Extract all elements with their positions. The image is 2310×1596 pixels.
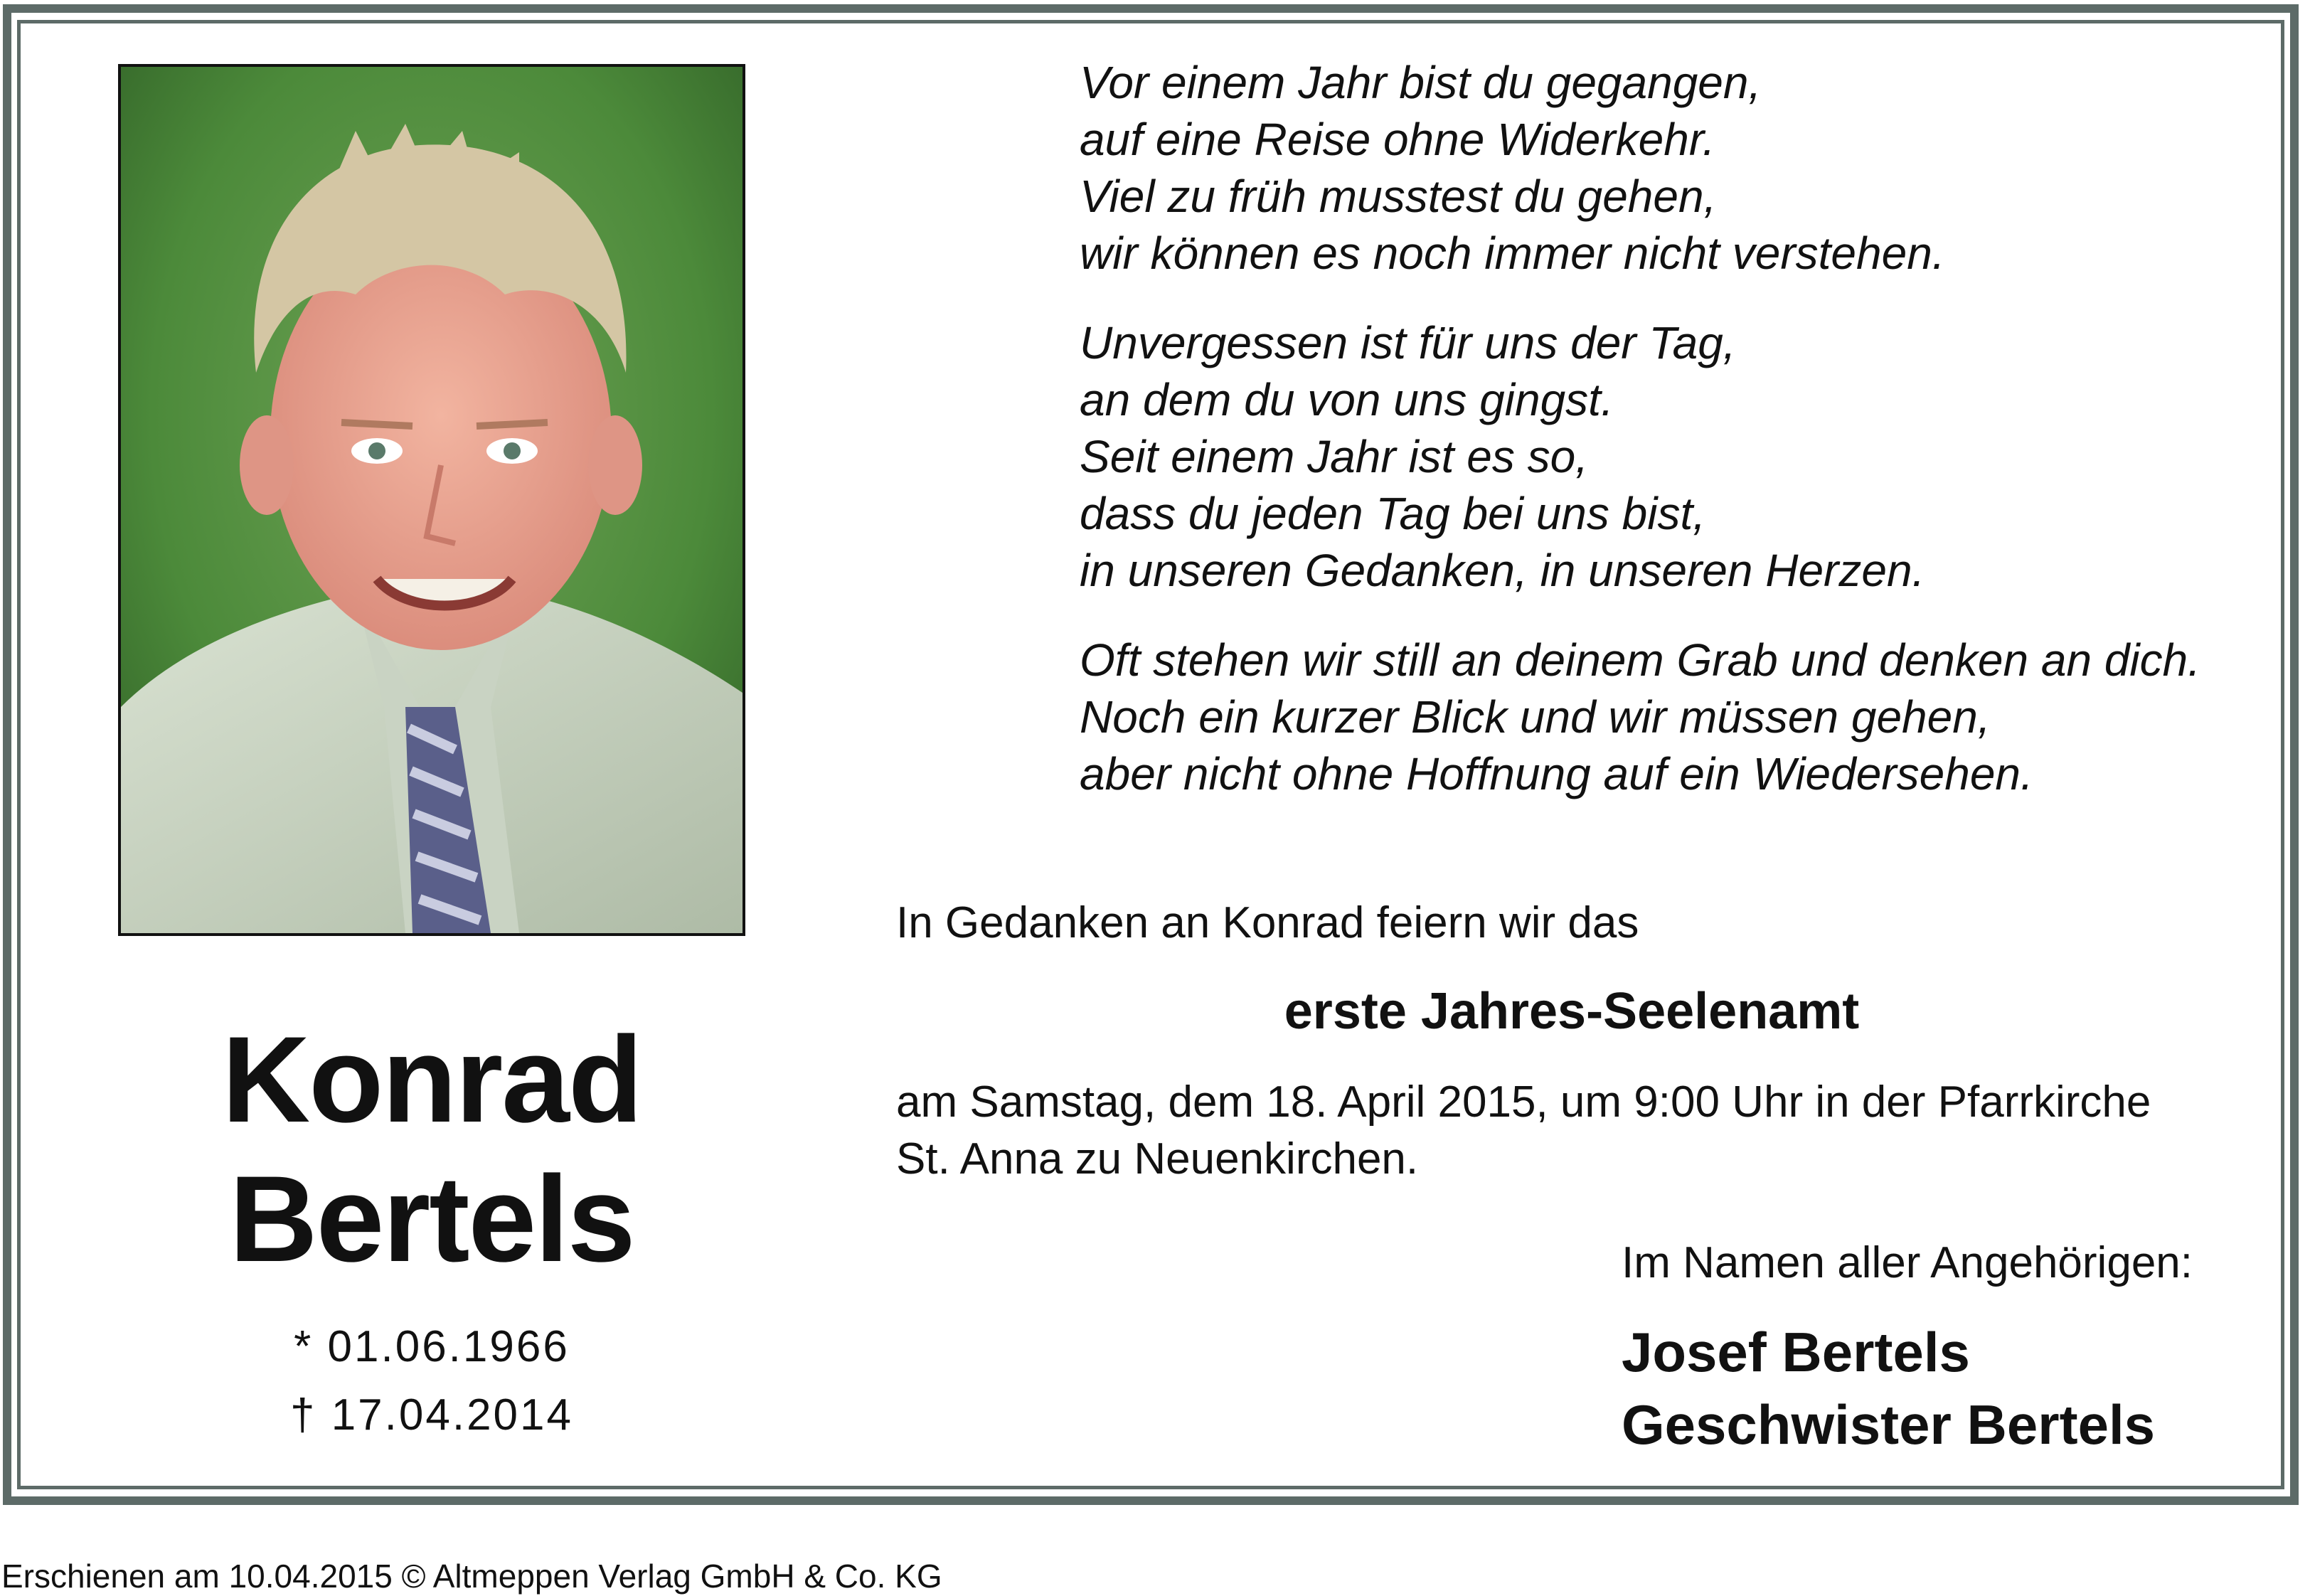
poem-stanza [1080,314,2274,599]
poem-line: wir können es noch immer nicht verstehen. [1080,228,1945,279]
poem-line: Vor einem Jahr bist du gegangen, [1080,57,1762,108]
poem-line: Oft stehen wir still an deinem Grab und denken an dich. [1080,634,2200,686]
service-detail-line: St. Anna zu Neuenkirchen. [896,1134,1419,1183]
service-intro: In Gedanken an Konrad feiern wir das [896,898,1639,947]
poem-line: aber nicht ohne Hoffnung auf ein Wiedersehen. [1080,748,2033,799]
poem-stanza [1080,54,2274,282]
family-name: Geschwister Bertels [1622,1393,2156,1456]
family-lead: Im Namen aller Angehörigen: [1622,1238,2193,1287]
publication-footer: Erschienen am 10.04.2015 © Altmeppen Verlag GmbH & Co. KG [1,1558,942,1595]
poem-line: dass du jeden Tag bei uns bist, [1080,488,1706,539]
service-details [896,1074,2151,1188]
portrait-photo [118,64,745,936]
life-dates [118,1313,745,1449]
poem-line: Noch ein kurzer Blick und wir müssen gehen, [1080,691,1991,743]
poem-line: in unseren Gedanken, in unseren Herzen. [1080,545,1925,596]
service-title: erste Jahres-Seelenamt [1284,983,1860,1040]
poem-line: Unvergessen ist für uns der Tag, [1080,317,1736,368]
poem-line: Viel zu früh musstest du gehen, [1080,171,1717,222]
family-names [1622,1316,2155,1461]
last-name: Bertels [229,1151,634,1287]
birth-date: * 01.06.1966 [294,1322,570,1371]
service-detail-line: am Samstag, dem 18. April 2015, um 9:00 Uhr in der Pfarrkirche [896,1078,2151,1127]
deceased-name [118,1010,745,1289]
family-name: Josef Bertels [1622,1321,1970,1383]
poem-line: Seit einem Jahr ist es so, [1080,431,1588,482]
death-date: † 17.04.2014 [289,1390,573,1440]
poem-stanza [1080,632,2274,802]
poem-line: auf eine Reise ohne Widerkehr. [1080,114,1715,165]
poem-line: an dem du von uns gingst. [1080,374,1614,425]
first-name: Konrad [222,1011,642,1148]
memorial-poem [1080,54,2274,835]
